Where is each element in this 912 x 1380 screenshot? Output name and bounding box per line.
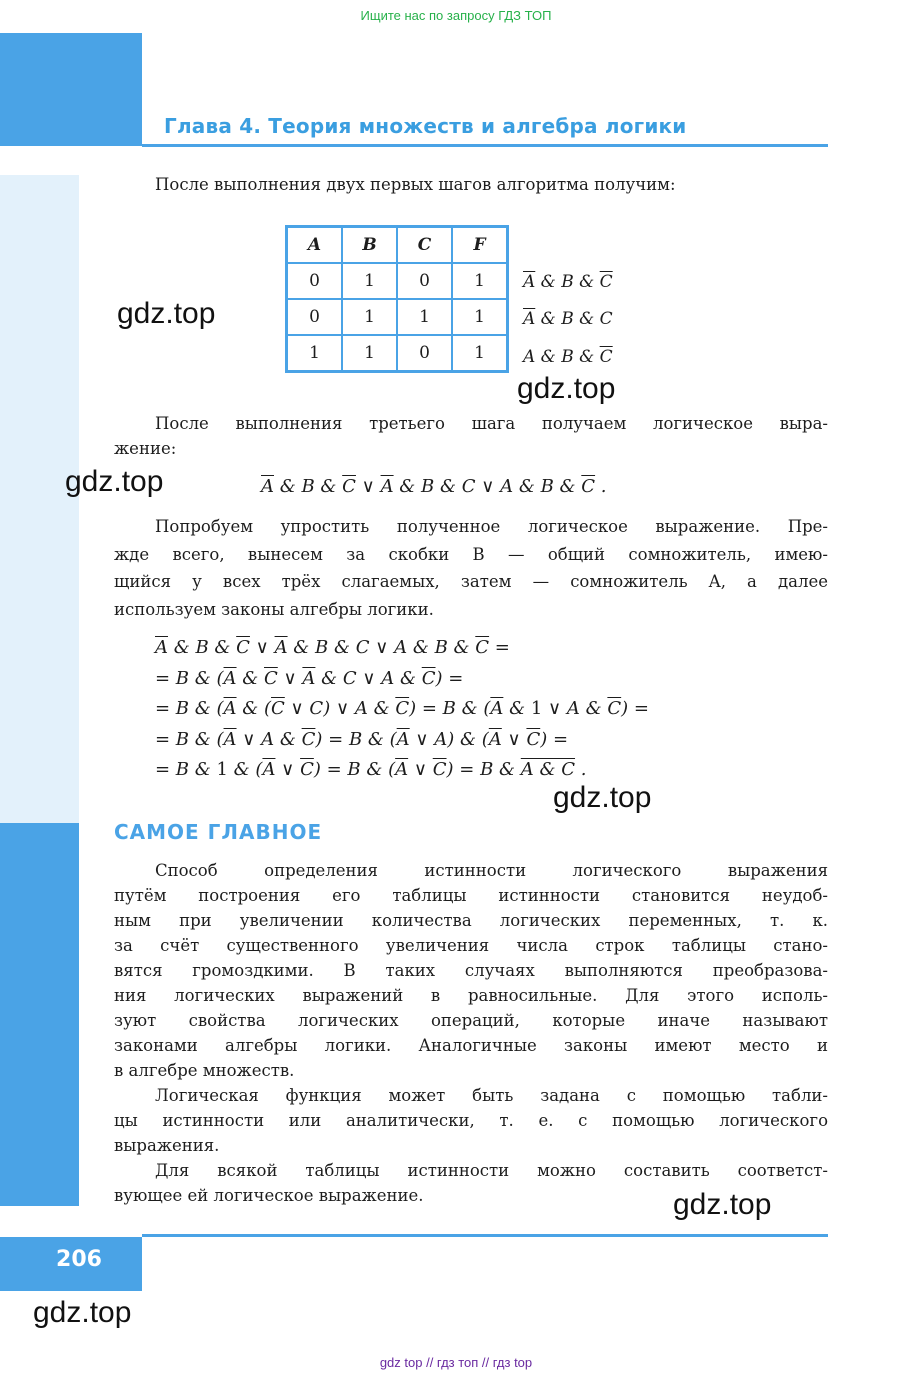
section-title: САМОЕ ГЛАВНОЕ bbox=[114, 820, 323, 844]
derivation-line: = B & 1 & ($\overline{A}$ ∨ $\overline{C}) = B$ & ($\overline{A}$ ∨ $\overline{C}) = B$ & A & C . bbox=[155, 759, 587, 780]
watermark: gdz.top bbox=[33, 1296, 132, 1329]
summary-paragraph-1: Способ определения истинности логического выражения путём построения его таблицы истинности становится неудоб- ным при увеличении количества логических переменных, т. к. за счёт существенного увеличения числа строк таблицы стано- вятся громоздкими. В таких случаях выполняются преобразова- ния логических выражений в равносильные. Для этого исполь- зуют свойства логических операций, которые иначе называют законами алгебры логики. Аналогичные законы имеют место и в алгебре множеств. bbox=[114, 861, 828, 1080]
header-cell-a: A bbox=[287, 227, 343, 264]
header-cell-f: F bbox=[452, 227, 508, 264]
row-term-3: A & B & $\overline{C}$ bbox=[523, 347, 613, 367]
row-term-1: $\overline{A}$ & B & $\overline{C}$ bbox=[523, 272, 613, 292]
table-cell: 1 bbox=[452, 335, 508, 372]
header-cell-c: C bbox=[397, 227, 452, 264]
table-cell: 1 bbox=[452, 263, 508, 299]
watermark: gdz.top bbox=[117, 297, 216, 330]
watermark: gdz.top bbox=[673, 1188, 772, 1221]
table-cell: 0 bbox=[397, 263, 452, 299]
derivation bbox=[155, 633, 649, 786]
watermark: gdz.top bbox=[65, 465, 164, 498]
table-cell: 1 bbox=[342, 335, 397, 372]
table-cell: 1 bbox=[397, 299, 452, 335]
table-cell: 0 bbox=[287, 263, 343, 299]
page-number: 206 bbox=[56, 1247, 102, 1272]
table-row bbox=[287, 263, 508, 299]
watermark: gdz.top bbox=[517, 372, 616, 405]
table-cell: 0 bbox=[397, 335, 452, 372]
table-cell: 1 bbox=[287, 335, 343, 372]
derivation-line: $\overline{A}$ & B & $\overline{C}$ ∨ $\overline{A}$ & B & C ∨ A & B & $\overline{C}$ = bbox=[155, 637, 510, 658]
top-banner: Ищите нас по запросу ГДЗ ТОП bbox=[360, 8, 552, 23]
footer-rule bbox=[142, 1234, 828, 1237]
bottom-banner: gdz top // гдз топ // гдз top bbox=[379, 1355, 533, 1370]
resulting-expression: $\overline{A}$ & B & $\overline{C}$ ∨ $\overline{A}$ & B & C ∨ A & B & $\overline{C}$ . bbox=[261, 476, 607, 497]
margin-stripe-light bbox=[0, 175, 79, 823]
table-cell: 1 bbox=[452, 299, 508, 335]
table-cell: 1 bbox=[342, 299, 397, 335]
table-row bbox=[287, 335, 508, 372]
margin-stripe-dark bbox=[0, 823, 79, 1206]
header-rule bbox=[142, 144, 828, 147]
after-third-step: После выполнения третьего шага получаем логическое выра- жение: bbox=[114, 414, 828, 458]
watermark: gdz.top bbox=[553, 781, 652, 814]
derivation-line: = B & ($\overline{A}$ ∨ A & $\overline{C}) = B$ & ($\overline{A}$ ∨ A) & ($\overline{A}$ ∨ $\overline{C}$) = bbox=[155, 728, 569, 750]
table-row bbox=[287, 299, 508, 335]
chapter-title: Глава 4. Теория множеств и алгебра логики bbox=[164, 114, 687, 138]
table-header-row bbox=[287, 227, 508, 264]
header-cell-b: B bbox=[342, 227, 397, 264]
derivation-line: = B & ($\overline{A}$ & $\overline{C}$ ∨ $\overline{A}$ & C ∨ A & $\overline{C}$) = bbox=[155, 667, 464, 689]
table-cell: 0 bbox=[287, 299, 343, 335]
summary-paragraph-3: Для всякой таблицы истинности можно составить соответст- вующее ей логическое выражение. bbox=[114, 1161, 828, 1205]
intro-text: После выполнения двух первых шагов алгоритма получим: bbox=[155, 175, 676, 194]
row-term-2: $\overline{A}$ & B & C bbox=[523, 309, 613, 329]
table-cell: 1 bbox=[342, 263, 397, 299]
chapter-corner-block bbox=[0, 33, 142, 146]
summary-paragraph-2: Логическая функция может быть задана с помощью табли- цы истинности или аналитически, т. е. с помощью логического выражения. bbox=[114, 1086, 828, 1155]
truth-table bbox=[285, 225, 509, 373]
simplify-paragraph: Попробуем упростить полученное логическое выражение. Пре- жде всего, вынесем за скобки B — общий сомножитель, имею- щийся у всех трёх слагаемых, затем — сомножитель A, а далее используем законы алгебры логики. bbox=[114, 517, 828, 619]
derivation-line: = B & ($\overline{A}$ & ($\overline{C}$ ∨ C) ∨ A & $\overline{C}) = B$ & ($\overline{A}$ & 1 ∨ A & $\overline{C}$) = bbox=[155, 698, 649, 719]
